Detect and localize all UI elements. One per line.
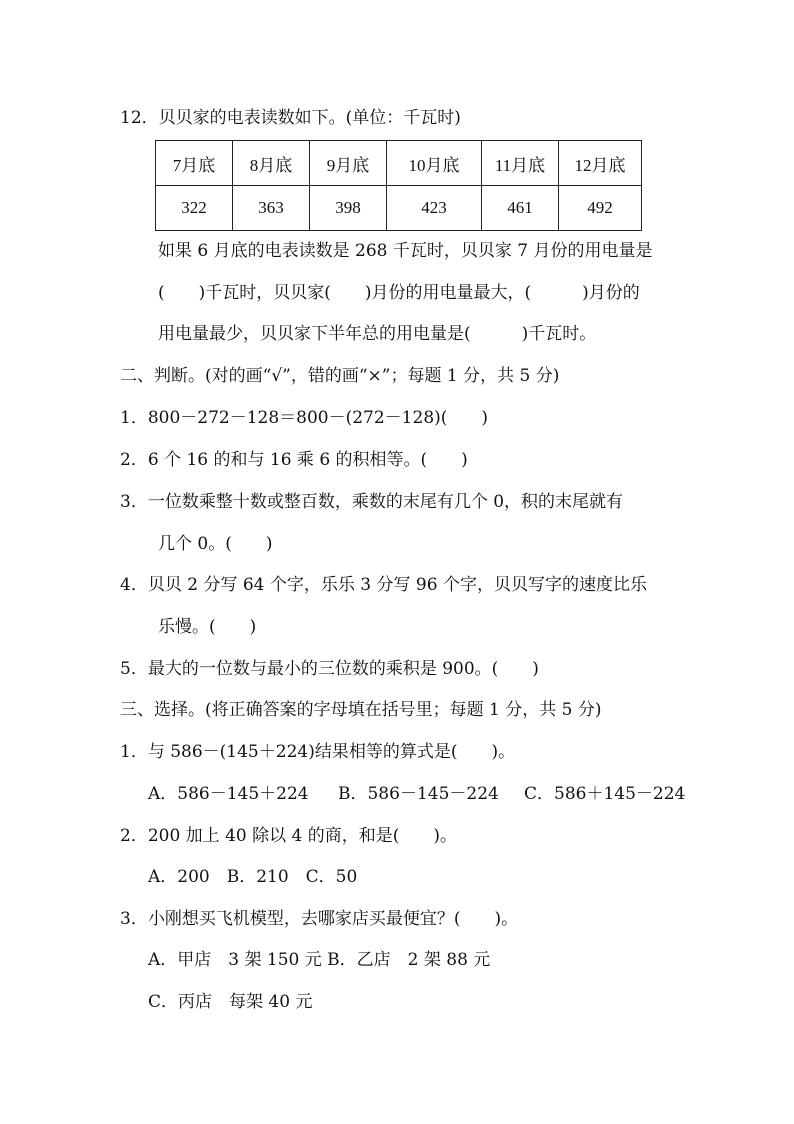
- section2-heading: 二、判断。(对的画“√”，错的画“×”；每题 1 分，共 5 分): [120, 366, 560, 386]
- table-value-cell: 461: [482, 186, 559, 231]
- choice-option: C．586＋145－224: [524, 784, 686, 804]
- choice-options: A．甲店 3 架 150 元 B．乙店 2 架 88 元: [148, 950, 491, 970]
- choice-option: A．586－145＋224: [148, 784, 309, 804]
- choice-question: 3．小刚想买飞机模型，去哪家店买最便宜？( )。: [120, 909, 519, 929]
- q12-title: 12．贝贝家的电表读数如下。(单位：千瓦时): [120, 108, 461, 128]
- table-header-cell: 12月底: [559, 141, 642, 186]
- judgment-item-continued: 几个 0。( ): [158, 534, 273, 554]
- judgment-item-continued: 乐慢。( ): [158, 617, 257, 637]
- judgment-item: 3．一位数乘整十数或整百数，乘数的末尾有几个 0，积的末尾就有: [120, 492, 624, 512]
- section3-heading: 三、选择。(将正确答案的字母填在括号里；每题 1 分，共 5 分): [120, 700, 602, 720]
- table-header-cell: 7月底: [156, 141, 233, 186]
- q12-text-line: 如果 6 月底的电表读数是 268 千瓦时，贝贝家 7 月份的用电量是: [158, 241, 653, 261]
- table-header-row: [156, 141, 642, 186]
- judgment-item: 2．6 个 16 的和与 16 乘 6 的积相等。( ): [120, 450, 468, 470]
- table-header-cell: 10月底: [387, 141, 482, 186]
- q12-text-line: 用电量最少，贝贝家下半年总的用电量是( )千瓦时。: [158, 324, 597, 344]
- table-header-cell: 11月底: [482, 141, 559, 186]
- table-value-cell: 423: [387, 186, 482, 231]
- choice-options: C．丙店 每架 40 元: [148, 992, 313, 1012]
- choice-question: 1．与 586－(145＋224)结果相等的算式是( )。: [120, 742, 516, 762]
- q12-text-line: ( )千瓦时，贝贝家( )月份的用电量最大，( )月份的: [158, 283, 640, 303]
- table-value-cell: 492: [559, 186, 642, 231]
- choice-option: B．586－145－224: [338, 784, 499, 804]
- table-value-cell: 322: [156, 186, 233, 231]
- meter-reading-table: [155, 140, 642, 231]
- judgment-item: 5．最大的一位数与最小的三位数的乘积是 900。( ): [120, 659, 539, 679]
- choice-question: 2．200 加上 40 除以 4 的商，和是( )。: [120, 826, 457, 846]
- table-header-cell: 8月底: [233, 141, 310, 186]
- judgment-item: 1．800－272－128＝800－(272－128)( ): [120, 408, 489, 428]
- choice-options: A．200 B．210 C．50: [148, 867, 358, 887]
- table-value-cell: 363: [233, 186, 310, 231]
- judgment-item: 4．贝贝 2 分写 64 个字，乐乐 3 分写 96 个字，贝贝写字的速度比乐: [120, 575, 647, 595]
- table-header-cell: 9月底: [310, 141, 387, 186]
- table-value-row: [156, 186, 642, 231]
- table-value-cell: 398: [310, 186, 387, 231]
